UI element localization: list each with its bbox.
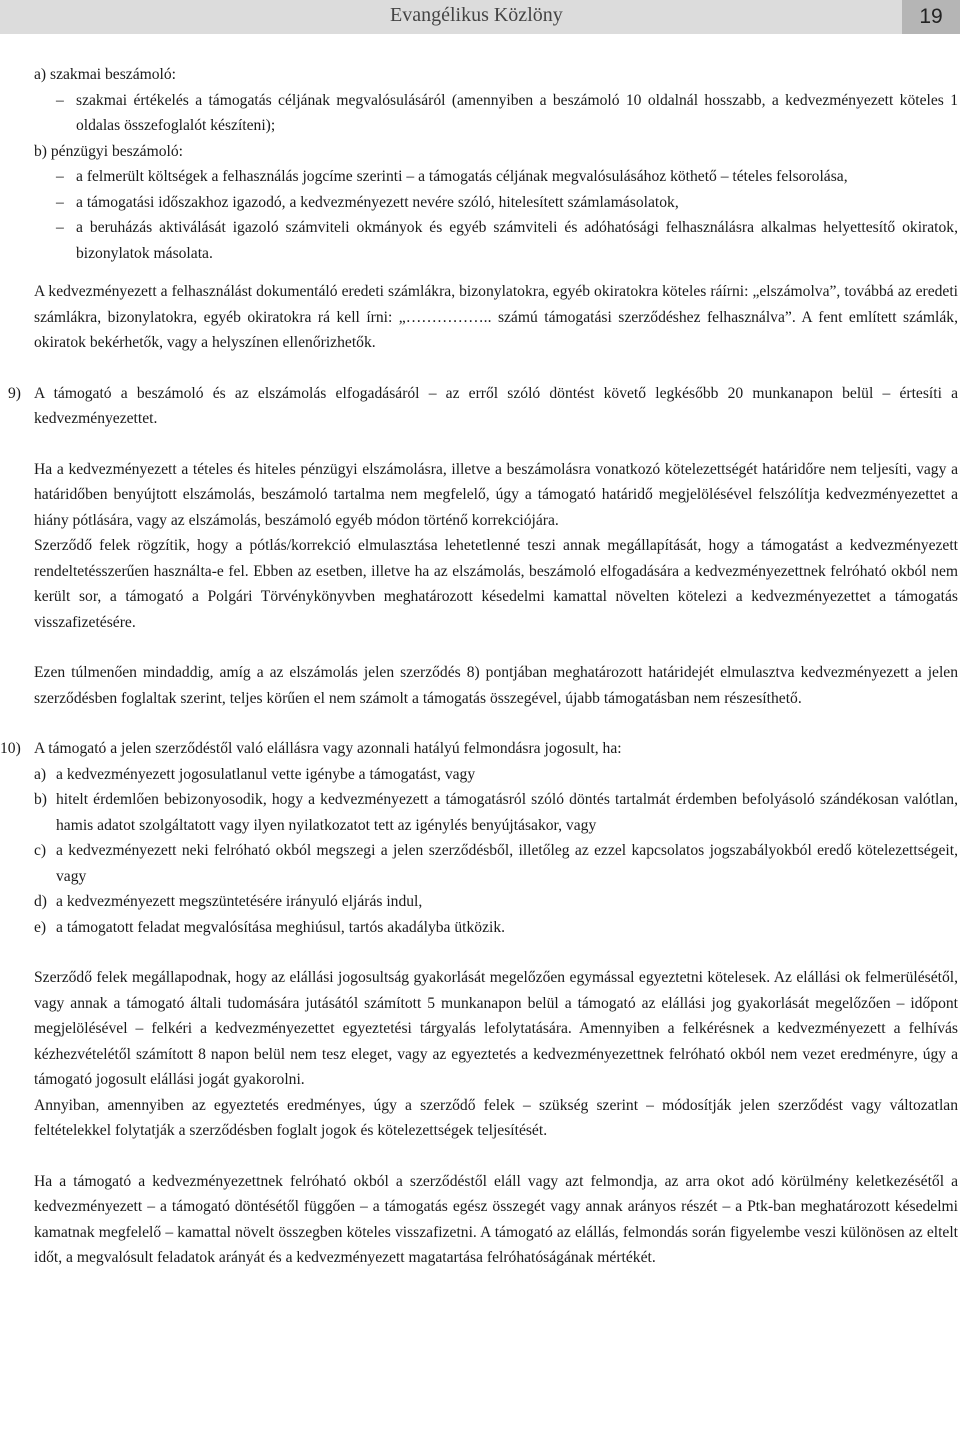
section-10-item-d	[34, 889, 958, 915]
section-10-item-c-label: c)	[34, 842, 47, 859]
section-10-text: A támogató a jelen szerződéstől való elállásra vagy azonnali hatályú felmondásra jogosult, ha:	[34, 740, 622, 757]
paragraph-2: Ha a kedvezményezett a tételes és hiteles pénzügyi elszámolásra, illetve a beszámolásra vonatkozó kötelezettségét határidőre nem teljesíti, vagy a határidőben benyújtott elszámolás, beszámoló tartalma nem megfelelő, úgy a támogató határidő megjelölésével felszólítja kedvezményezettet a hiány pótlására, vagy az elszámolás, beszámoló egyéb módon történő korrekciójára.	[34, 460, 958, 529]
section-9	[8, 381, 958, 432]
section-10-item-a	[34, 762, 958, 788]
paragraph-4: Ezen túlmenően mindaddig, amíg a az elszámolás jelen szerződés 8) pontjában meghatározott határidejét elmulasztva kedvezményezett a jelen szerződésben foglaltak szerint, teljes körűen el nem számolt a támogatás összegével, újabb támogatásban nem részesíthető.	[34, 664, 958, 707]
item-b-dash-1: – a felmerült költségek a felhasználás jogcíme szerinti – a támogatás céljának megvalósulásához köthető – tételes felsorolása,	[34, 164, 958, 190]
section-10-item-e-label: e)	[34, 918, 47, 936]
paragraph-6: Annyiban, amennyiben az egyeztetés eredményes, úgy a szerződő felek – szükség szerint – módosítják jelen szerződést vagy változatlan feltételekkel folytatják a szerződésben foglalt jogok és kötelezettségek teljesítését.	[34, 1096, 958, 1139]
item-b-dash-3: – a beruházás aktiválását igazoló számviteli okmányok és egyéb számviteli és adóhatósági felhasználásra alkalmas helyettesítő okiratok, bizonylatok másolata.	[34, 215, 958, 266]
item-b-dash-2: – a támogatási időszakhoz igazodó, a kedvezményezett nevére szóló, hitelesített számlamásolatok,	[34, 190, 958, 216]
section-10-item-b-label: b)	[34, 791, 47, 808]
page-number: 19	[902, 0, 960, 34]
section-10	[0, 736, 958, 762]
section-10-item-e	[34, 915, 958, 941]
paragraph-5: Szerződő felek megállapodnak, hogy az elállási jogosultság gyakorlását megelőzően egymással egyeztetni kötelesek. Az elállási ok felmerülésétől, vagy annak a támogató általi tudomására jutásától számított 5 munkanapon belül a támogató az elállási jog gyakorlását megelőzően – időpont megjelölésével – felkéri a kedvezményezettet egyeztetési tárgyalás lefolytatására. Amennyiben a felkérésnek a kedvezményezett a felhívás kézhezvételétől számított 8 napon belül nem tesz eleget, vagy az egyeztetés a kedvezményezettnek felróható okból nem vezet eredményre, úgy a támogató jogosult elállási jogát gyakorolni.	[34, 969, 958, 1088]
item-b-label: b) pénzügyi beszámoló:	[34, 142, 183, 160]
paragraph-3: Szerződő felek rögzítik, hogy a pótlás/korrekció elmulasztása lehetetlenné teszi annak megállapítását, hogy a támogatást a kedvezményezett rendeltetésszerűen használta-e fel. Ebben az esetben, illetve ha az elszámolás, beszámoló elfogadására a kedvezményezettnek felróható okból nem került sor, a támogató a Polgári Törvénykönyvben meghatározott késedelmi kamattal növelten kötelezi a kedvezményezettet a támogatás visszafizetésére.	[34, 537, 958, 631]
paragraph-1: A kedvezményezett a felhasználást dokumentáló eredeti számlákra, bizonylatokra, egyéb okiratokra köteles ráírni: „elszámolva”, továbbá az eredeti számlákra, bizonylatokra, egyéb okiratokra rá kell írni: „…………….. számú támogatási szerződéshez felhasználva”. A fent említett számlák, okiratok bekérhetők, vagy a helyszínen ellenőrizhetők.	[34, 283, 958, 351]
section-10-item-d-label: d)	[34, 893, 47, 910]
section-9-number: 9)	[8, 384, 21, 402]
section-10-item-a-label: a)	[34, 765, 47, 783]
item-a-dash-1: – szakmai értékelés a támogatás céljának megvalósulásáról (amennyiben a beszámoló 10 oldalnál hosszabb, a kedvezményezett köteles 1 oldalas összefoglalót készíteni);	[34, 88, 958, 139]
section-9-text: A támogató a beszámoló és az elszámolás elfogadásáról – az erről szóló döntést követő legkésőbb 20 munkanapon belül – értesíti a kedvezményezettet.	[34, 384, 958, 427]
section-10-item-d-text: a kedvezményezett megszüntetésére irányuló eljárás indul,	[56, 893, 423, 910]
section-10-item-c-text: a kedvezményezett neki felróható okból megszegi a jelen szerződésből, illetőleg az ezzel kapcsolatos jogszabályokból eredő kötelezettségeit, vagy	[56, 842, 958, 885]
paragraph-7: Ha a támogató a kedvezményezettnek felróható okból a szerződéstől eláll vagy azt felmondja, az arra okot adó körülmény keletkezésétől a kedvezményezett – a támogató döntésétől függően – a támogatás egész összegét vagy annak arányos részét – a Ptk-ban meghatározott késedelmi kamatnak megfelelő – kamattal növelt összegben köteles visszafizetni. A támogató az elállás, felmondás során figyelembe veszi különösen az eltelt időt, a megvalósult feladatok arányát és a kedvezményezett magatartása felróhatóságának mértékét.	[34, 1172, 958, 1266]
section-10-number: 10)	[0, 740, 21, 757]
section-10-item-a-text: a kedvezményezett jogosulatlanul vette igénybe a támogatást, vagy	[56, 765, 476, 783]
document-body	[0, 62, 958, 1271]
page-header	[0, 0, 960, 34]
section-10-item-b-text: hitelt érdemlően bebizonyosodik, hogy a kedvezményezett a támogatásról szóló döntés tartalmát érdemben befolyásoló szándékosan valótlan, hamis adatot szolgáltatott vagy ilyen nyilatkozatot tett az igénylés benyújtásakor, vagy	[56, 791, 958, 834]
section-10-item-c	[34, 838, 958, 889]
section-10-item-e-text: a támogatott feladat megvalósítása meghiúsul, tartós akadályba ütközik.	[56, 918, 506, 936]
section-10-item-b	[34, 787, 958, 838]
item-a-label: a) szakmai beszámoló:	[34, 66, 177, 83]
journal-title: Evangélikus Közlöny	[390, 4, 563, 26]
